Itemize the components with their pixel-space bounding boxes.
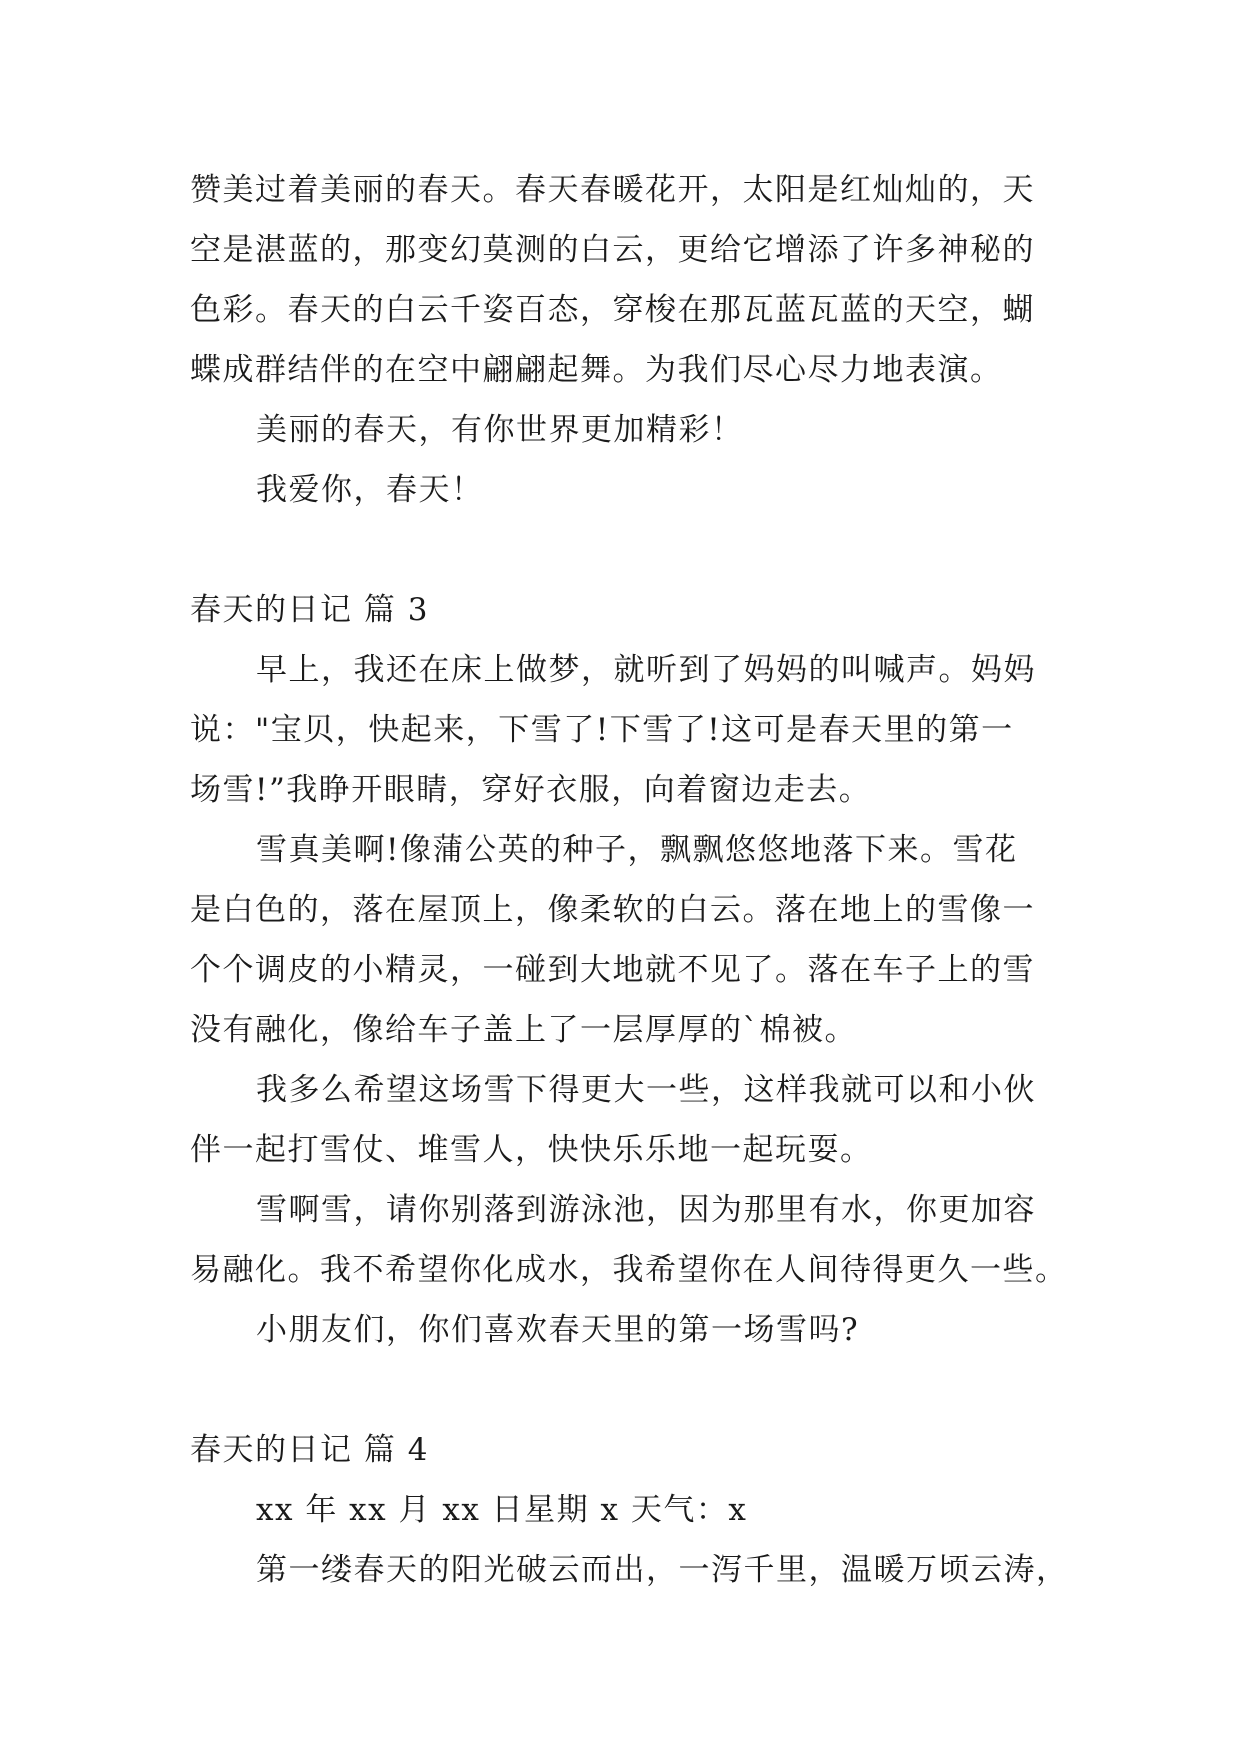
document-page	[190, 160, 1069, 1600]
text-line: 雪啊雪，请你别落到游泳池，因为那里有水，你更加容	[256, 1192, 1036, 1228]
text-line: 易融化。我不希望你化成水，我希望你在人间待得更久一些。	[190, 1252, 1068, 1288]
text-line: 空是湛蓝的，那变幻莫测的白云，更给它增添了许多神秘的	[190, 232, 1035, 268]
paragraph: 美丽的春天，有你世界更加精彩！	[256, 412, 744, 448]
paragraph: 我爱你，春天！	[256, 472, 484, 508]
section-gap	[190, 1360, 1050, 1420]
text-line: 蝶成群结伴的在空中翩翩起舞。为我们尽心尽力地表演。	[190, 352, 1003, 388]
text-line: 场雪!”我睁开眼睛，穿好衣服，向着窗边走去。	[190, 772, 872, 808]
text-line: 色彩。春天的白云千姿百态，穿梭在那瓦蓝瓦蓝的天空，蝴	[190, 292, 1035, 328]
text-line: 早上，我还在床上做梦，就听到了妈妈的叫喊声。妈妈	[256, 652, 1036, 688]
section-heading: 春天的日记 篇 3	[190, 592, 429, 628]
text-line: 赞美过着美丽的春天。春天春暖花开，太阳是红灿灿的，天	[190, 172, 1035, 208]
text-line: 我多么希望这场雪下得更大一些，这样我就可以和小伙	[256, 1072, 1036, 1108]
text-line: 第一缕春天的阳光破云而出，一泻千里，温暖万顷云涛，	[256, 1552, 1069, 1588]
text-line: 没有融化，像给车子盖上了一层厚厚的`棉被。	[190, 1012, 857, 1048]
text-line: 雪真美啊!像蒲公英的种子，飘飘悠悠地落下来。雪花	[256, 832, 1018, 868]
date-line: xx 年 xx 月 xx 日星期 x 天气：x	[256, 1492, 748, 1528]
section-gap	[190, 520, 1050, 580]
paragraph: 小朋友们，你们喜欢春天里的第一场雪吗?	[256, 1312, 860, 1348]
text-line: 伴一起打雪仗、堆雪人，快快乐乐地一起玩耍。	[190, 1132, 873, 1168]
text-line: 说："宝贝，快起来，下雪了!下雪了!这可是春天里的第一	[190, 712, 1014, 748]
section-heading: 春天的日记 篇 4	[190, 1432, 429, 1468]
text-line: 个个调皮的小精灵，一碰到大地就不见了。落在车子上的雪	[190, 952, 1035, 988]
text-line: 是白色的，落在屋顶上，像柔软的白云。落在地上的雪像一	[190, 892, 1035, 928]
